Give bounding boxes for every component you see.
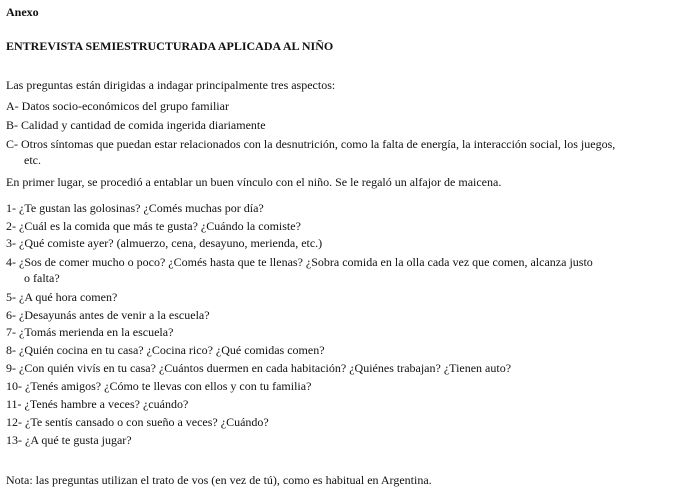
question-11: 11- ¿Tenés hambre a veces? ¿cuándo? xyxy=(6,397,189,411)
question-1: 1- ¿Te gustan las golosinas? ¿Comés muchas por día? xyxy=(6,201,264,215)
document-title: ENTREVISTA SEMIESTRUCTURADA APLICADA AL NIÑO xyxy=(6,39,334,53)
question-4: 4- ¿Sos de comer mucho o poco? ¿Comés hasta que te llenas? ¿Sobra comida en la olla cada vez que comen, alcanza justo o falta? xyxy=(6,255,593,285)
question-5: 5- ¿A qué hora comen? xyxy=(6,290,118,304)
question-9: 9- ¿Con quién vivís en tu casa? ¿Cuántos duermen en cada habitación? ¿Quiénes trabajan? ¿Tienen auto? xyxy=(6,361,512,375)
question-6: 6- ¿Desayunás antes de venir a la escuela? xyxy=(6,308,210,322)
aspect-b: B- Calidad y cantidad de comida ingerida diariamente xyxy=(6,118,266,132)
question-10: 10- ¿Tenés amigos? ¿Cómo te llevas con ellos y con tu familia? xyxy=(6,379,312,393)
note-text: Nota: las preguntas utilizan el trato de vos (en vez de tú), como es habitual en Argentina. xyxy=(6,473,432,487)
question-2: 2- ¿Cuál es la comida que más te gusta? ¿Cuándo la comiste? xyxy=(6,219,301,233)
intro-text: Las preguntas están dirigidas a indagar principalmente tres aspectos: xyxy=(6,78,336,92)
annex-label: Anexo xyxy=(6,5,39,19)
question-3: 3- ¿Qué comiste ayer? (almuerzo, cena, desayuno, merienda, etc.) xyxy=(6,236,323,250)
question-12: 12- ¿Te sentís cansado o con sueño a veces? ¿Cuándo? xyxy=(6,415,269,429)
question-8: 8- ¿Quién cocina en tu casa? ¿Cocina rico? ¿Qué comidas comen? xyxy=(6,343,325,357)
aspect-c: C- Otros síntomas que puedan estar relacionados con la desnutrición, como la falta de energía, la interacción social, los juegos, etc. xyxy=(6,137,616,167)
aspect-a: A- Datos socio-económicos del grupo familiar xyxy=(6,99,229,113)
question-7: 7- ¿Tomás merienda en la escuela? xyxy=(6,325,174,339)
question-13: 13- ¿A qué te gusta jugar? xyxy=(6,433,132,447)
context-text: En primer lugar, se procedió a entablar un buen vínculo con el niño. Se le regaló un alfajor de maicena. xyxy=(6,175,502,189)
